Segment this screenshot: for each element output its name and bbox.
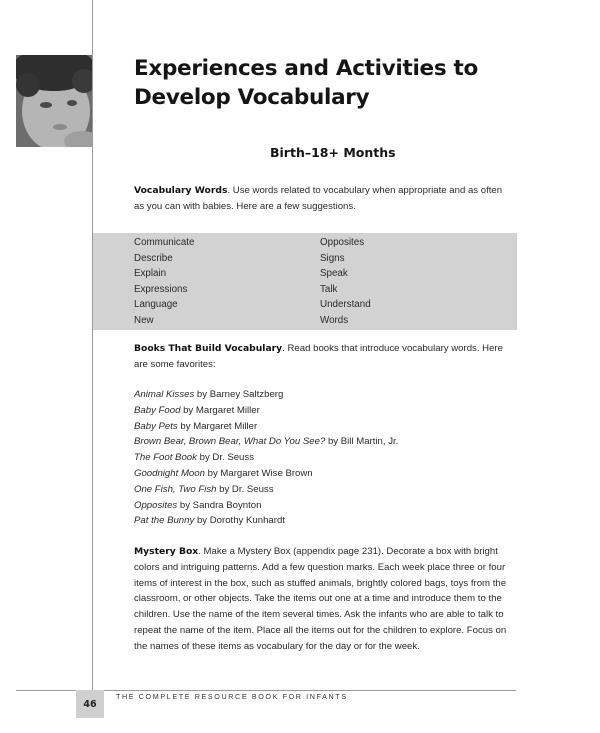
book-list	[134, 387, 398, 529]
mystery-box-paragraph	[134, 544, 514, 655]
margin-rule	[92, 0, 93, 690]
vocabulary-list-right	[320, 235, 371, 328]
vocabulary-words-paragraph	[134, 183, 514, 215]
vocabulary-word: Describe	[134, 252, 173, 264]
vocabulary-words-text: . Use words related to vocabulary when appropriate and as often as you can with babies. Here are a few suggestions.	[134, 185, 503, 212]
vocabulary-word: Explain	[134, 268, 167, 279]
running-head: THE COMPLETE RESOURCE BOOK FOR INFANTS	[116, 692, 348, 701]
vocabulary-word-box	[93, 233, 517, 330]
vocabulary-word: New	[134, 314, 154, 326]
vocabulary-word: Talk	[320, 283, 338, 295]
book-item	[134, 419, 398, 435]
book-title: Baby Pets	[134, 420, 178, 432]
mystery-box-lead: Mystery Box	[134, 546, 199, 557]
book-author: by Dr. Seuss	[196, 452, 254, 464]
vocabulary-word: Words	[320, 314, 349, 326]
books-text: . Read books that introduce vocabulary words. Here are some favorites:	[134, 343, 503, 370]
vocabulary-word: Opposites	[320, 237, 365, 248]
books-lead: Books That Build Vocabulary	[134, 343, 283, 354]
vocabulary-words-lead: Vocabulary Words	[134, 185, 228, 196]
book-item	[134, 450, 398, 466]
book-item	[134, 482, 398, 498]
vocabulary-word: Speak	[320, 268, 348, 279]
book-author: by Margaret Miller	[177, 420, 258, 432]
vocabulary-word: Understand	[320, 299, 371, 310]
vocabulary-word: Communicate	[134, 237, 195, 248]
book-title: Animal Kisses	[134, 389, 195, 400]
book-author: by Bill Martin, Jr.	[325, 436, 399, 448]
book-item	[134, 498, 398, 514]
book-title: Pat the Bunny	[134, 515, 195, 527]
vocabulary-word: Expressions	[134, 283, 188, 295]
page-number: 46	[76, 690, 104, 718]
child-photo	[16, 55, 92, 147]
book-author: by Dorothy Kunhardt	[194, 515, 285, 527]
book-author: by Sandra Boynton	[177, 499, 262, 511]
book-title: Baby Food	[134, 404, 181, 416]
book-author: by Dr. Seuss	[216, 483, 274, 495]
book-author: by Barney Saltzberg	[194, 389, 284, 400]
page-title: Experiences and Activities to Develop Vocabulary	[134, 56, 478, 110]
vocabulary-word: Signs	[320, 252, 345, 264]
book-item	[134, 466, 398, 482]
vocabulary-word: Language	[134, 299, 178, 310]
books-paragraph	[134, 341, 514, 373]
book-title: One Fish, Two Fish	[134, 483, 217, 495]
book-author: by Margaret Wise Brown	[204, 467, 313, 479]
book-author: by Margaret Miller	[180, 404, 260, 416]
book-item	[134, 403, 398, 419]
book-title: Brown Bear, Brown Bear, What Do You See?	[134, 436, 326, 448]
mystery-box-text: . Make a Mystery Box (appendix page 231). Decorate a box with bright colors and intriguing patterns. Add a few question marks. Each week place three or four items of interest in the box, such as stuffed animals, brightly colored bags, toys from the classroom, or other objects. Take the items out one at a time and introduce them to the children. Use the name of the item several times. Ask the infants who are able to talk to repeat the name of the item. Place all the items out for the children to explore. Focus on the names of these items as vocabulary for the day or for the week.	[134, 546, 507, 652]
book-title: Opposites	[134, 499, 178, 511]
vocabulary-list-left	[134, 235, 194, 328]
book-item	[134, 513, 398, 529]
book-item	[134, 387, 398, 403]
book-title: The Foot Book	[134, 452, 197, 464]
book-item	[134, 434, 398, 450]
age-range-heading: Birth–18+ Months	[270, 145, 396, 160]
book-title: Goodnight Moon	[134, 467, 205, 479]
